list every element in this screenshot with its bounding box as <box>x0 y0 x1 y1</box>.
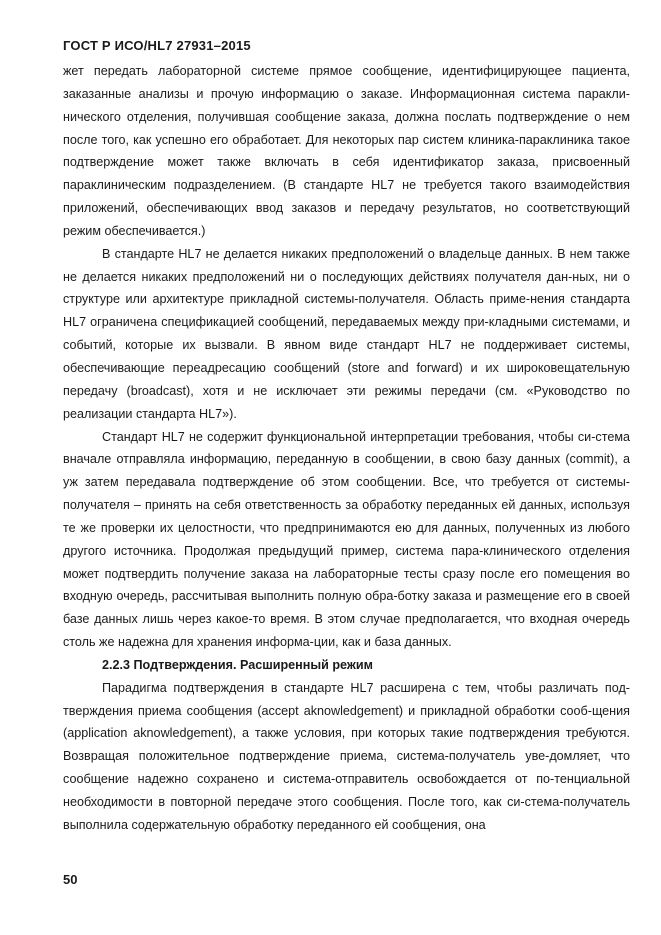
page-number: 50 <box>63 872 78 887</box>
paragraph-2: В стандарте HL7 не делается никаких предположений о владельце данных. В нем также не делается никаких предположений ни о последующих действиях получателя дан-ных, ни о структуре или архитектуре прикладной системы-получателя. Область приме-нения стандарта HL7 ограничена спецификацией сообщений, передаваемых между при-кладными системами, и событий, которые их вызвали. В явном виде стандарт HL7 не поддерживает системы, обеспечивающие переадресацию сообщений (store and forward) и их широковещательную передачу (broadcast), хотя и не исключает эти режимы передачи (см. «Руководство по реализации стандарта HL7»). <box>63 246 630 421</box>
section-heading: 2.2.3 Подтверждения. Расширенный режим <box>102 657 373 672</box>
paragraph-3: Стандарт HL7 не содержит функциональной интерпретации требования, чтобы си-стема вначале отправляла информацию, переданную в сообщении, в свою базу данных (commit), а уж затем передавала подтверждение об этом сообщении. Все, что требуется от системы-получателя – принять на себя ответственность за обработку переданных ей данных, используя те же проверки их целостности, что предпринимаются ею для данных, полученных из любого другого источника. Продолжая предыдущий пример, система пара-клинического отделения может подтвердить получение заказа на лабораторные тесты сразу после его помещения во входную очередь, рассчитывая выполнить полную обра-ботку заказа и размещение его в своей базе данных лишь через какое-то время. В этом случае предполагается, что входная очередь столь же надежна для хранения информа-ции, как и база данных. <box>63 429 630 650</box>
paragraph-1: жет передать лабораторной системе прямое сообщение, идентифицирующее пациента, заказанные анализы и прочую информацию о заказе. Информационная система паракли-нического отделения, получившая сообщение заказа, должна послать подтверждение о нем после того, как успешно его обработает. Для некоторых пар систем клиника-параклиника такое подтверждение может также включать в себя идентификатор заказа, присвоенный параклиническим подразделением. (В стандарте HL7 не требуется такого взаимодействия приложений, обеспечивающих ввод заказов и передачу результатов, но соответствующий режим обеспечивается.) <box>63 64 630 238</box>
paragraph-4: Парадигма подтверждения в стандарте HL7 расширена с тем, чтобы различать под-тверждения приема сообщения (accept aknowledgement) и прикладной обработки сооб-щения (application aknowledgement), а также условия, при которых такие подтверждения требуются. Возвращая положительное подтверждение приема, система-получатель уве-домляет, что сообщение надежно сохранено и система-отправитель освобождается от по-тенциальной необходимости в повторной передаче этого сообщения. После того, как си-стема-получатель выполнила содержательную обработку переданного ей сообщения, она <box>63 680 630 832</box>
standard-header: ГОСТ Р ИСО/HL7 27931–2015 <box>63 38 251 53</box>
document-body <box>63 60 630 837</box>
